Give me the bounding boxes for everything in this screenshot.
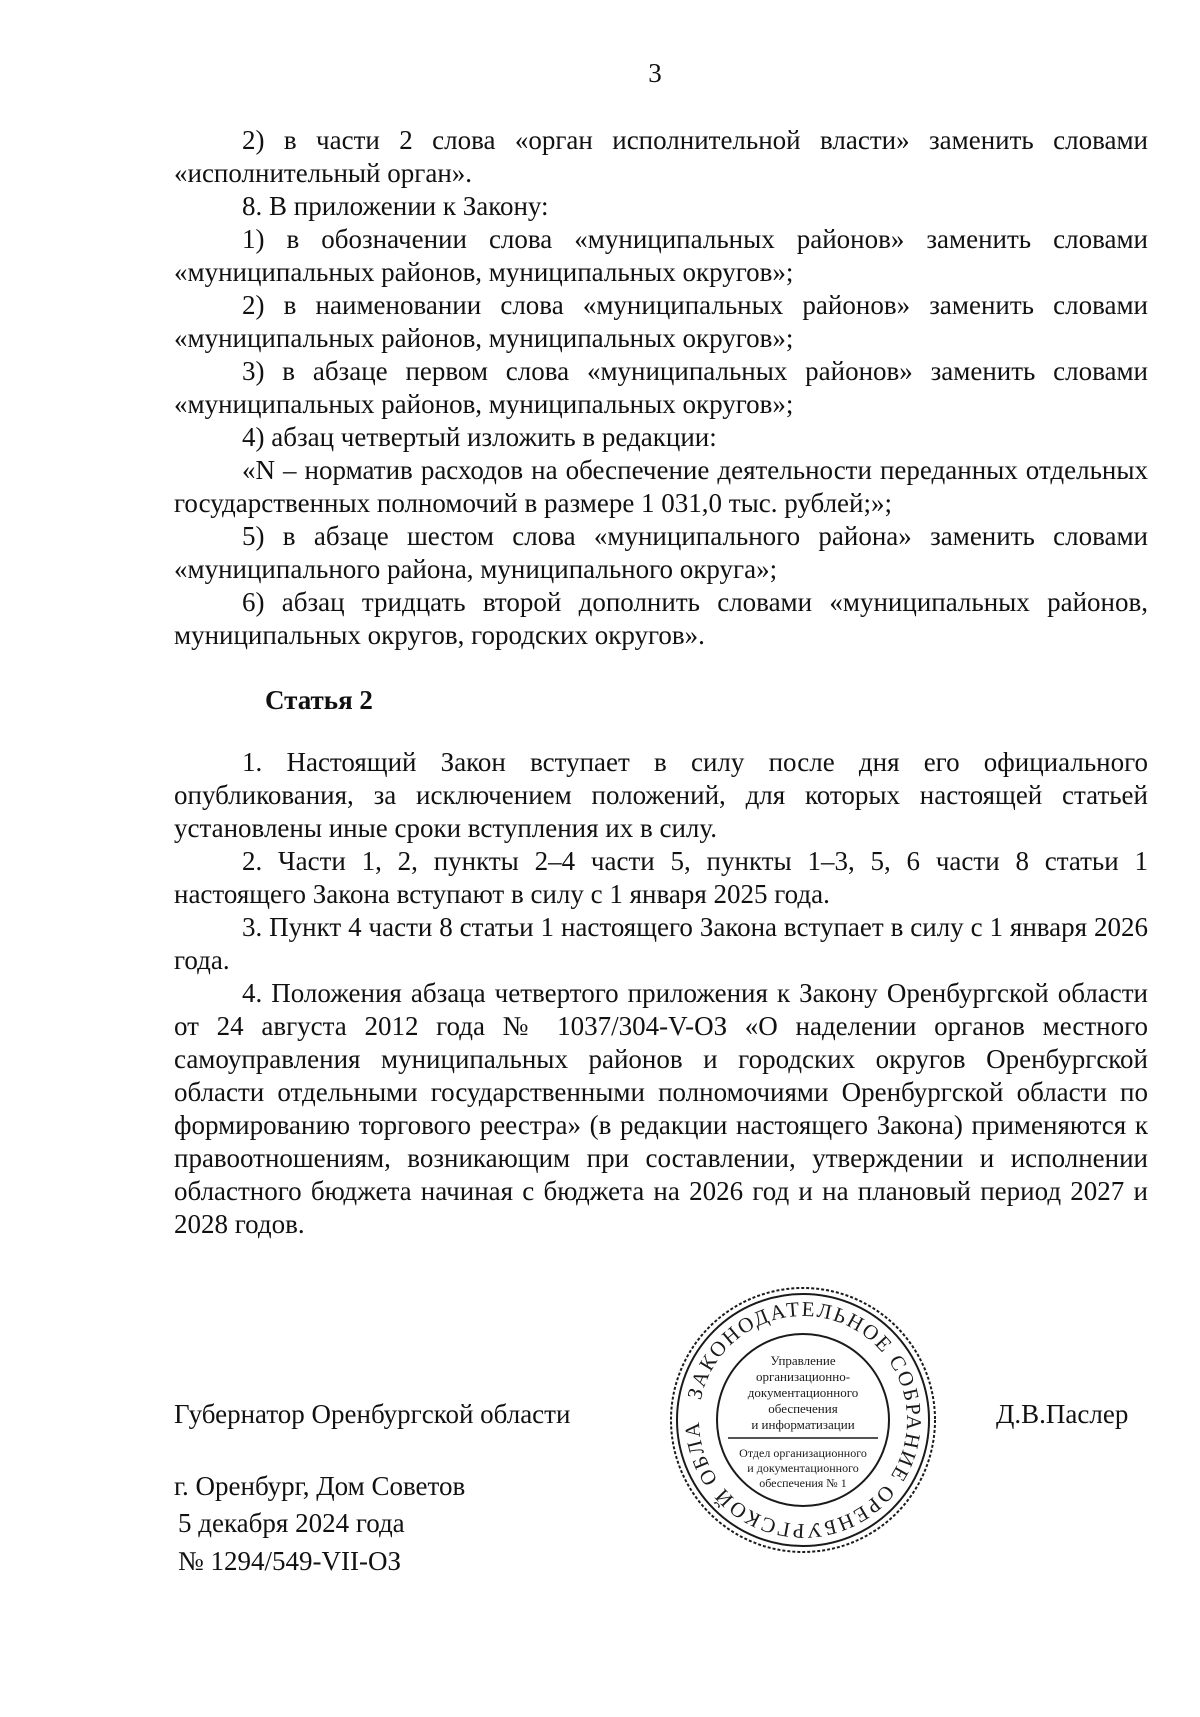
seal-line: и информатизации <box>751 1417 855 1432</box>
law-number: № 1294/549-VII-ОЗ <box>178 1546 402 1576</box>
article1-continuation <box>174 124 1148 652</box>
paragraph: 1) в обозначении слова «муниципальных районов» заменить словами «муниципальных районов, муниципальных округов»; <box>174 224 1148 287</box>
paragraph: 2. Части 1, 2, пункты 2–4 части 5, пункты 1–3, 5, 6 части 8 статьи 1 настоящего Закона вступают в силу с 1 января 2025 года. <box>174 846 1148 909</box>
paragraph: 4) абзац четвертый изложить в редакции: <box>242 422 717 452</box>
seal-line: документационного <box>747 1385 859 1400</box>
paragraph: 2) в части 2 слова «орган исполнительной власти» заменить словами «исполнительный орган». <box>174 125 1148 188</box>
seal-line: обеспечения <box>768 1401 838 1416</box>
paragraph: 3) в абзаце первом слова «муниципальных районов» заменить словами «муниципальных районов, муниципальных округов»; <box>174 356 1148 419</box>
seal-line: организационно- <box>755 1369 851 1384</box>
paragraph: 5) в абзаце шестом слова «муниципального района» заменить словами «муниципального района, муниципального округа»; <box>174 521 1148 584</box>
paragraph: 2) в наименовании слова «муниципальных районов» заменить словами «муниципальных районов, муниципальных округов»; <box>174 290 1148 353</box>
paragraph: «N – норматив расходов на обеспечение деятельности переданных отдельных государственных полномочий в размере 1 031,0 тыс. рублей;»; <box>174 455 1148 518</box>
seal-ring-text: ЗАКОНОДАТЕЛЬНОЕ СОБРАНИЕ ОРЕНБУРГСКОЙ ОБЛА <box>679 1296 927 1544</box>
signing-date: 5 декабря 2024 года <box>178 1508 405 1538</box>
seal-line: Управление <box>770 1353 836 1368</box>
article2-heading: Статья 2 <box>265 685 373 715</box>
paragraph: 6) абзац тридцать второй дополнить словами «муниципальных районов, муниципальных округов, городских округов». <box>174 587 1148 650</box>
signatory-position: Губернатор Оренбургской области <box>174 1399 571 1429</box>
official-seal <box>668 1285 938 1555</box>
seal-line: Отдел организационного <box>739 1446 867 1460</box>
paragraph: 8. В приложении к Закону: <box>242 191 549 221</box>
seal-line: и документационного <box>747 1461 859 1475</box>
signatory-name: Д.В.Паслер <box>996 1399 1129 1429</box>
paragraph: 3. Пункт 4 части 8 статьи 1 настоящего Закона вступает в силу с 1 января 2026 года. <box>174 912 1148 975</box>
signing-place: г. Оренбург, Дом Советов <box>174 1471 466 1501</box>
page-number: 3 <box>648 58 662 88</box>
paragraph: 4. Положения абзаца четвертого приложения к Закону Оренбургской области от 24 августа 2012 года № 1037/304-V-ОЗ «О наделении органов местного самоуправления муниципальных районов и городских округов Оренбургской области отдельными государственными полномочиями Оренбургской области по формированию торгового реестра» (в редакции настоящего Закона) применяются к правоотношениям, возникающим при составлении, утверждении и исполнении областного бюджета начиная с бюджета на 2026 год и на плановый период 2027 и 2028 годов. <box>174 978 1148 1239</box>
seal-line: обеспечения № 1 <box>759 1476 847 1490</box>
article2-body <box>174 746 1148 1241</box>
paragraph: 1. Настоящий Закон вступает в силу после дня его официального опубликования, за исключением положений, для которых настоящей статьей установлены иные сроки вступления их в силу. <box>174 747 1148 843</box>
